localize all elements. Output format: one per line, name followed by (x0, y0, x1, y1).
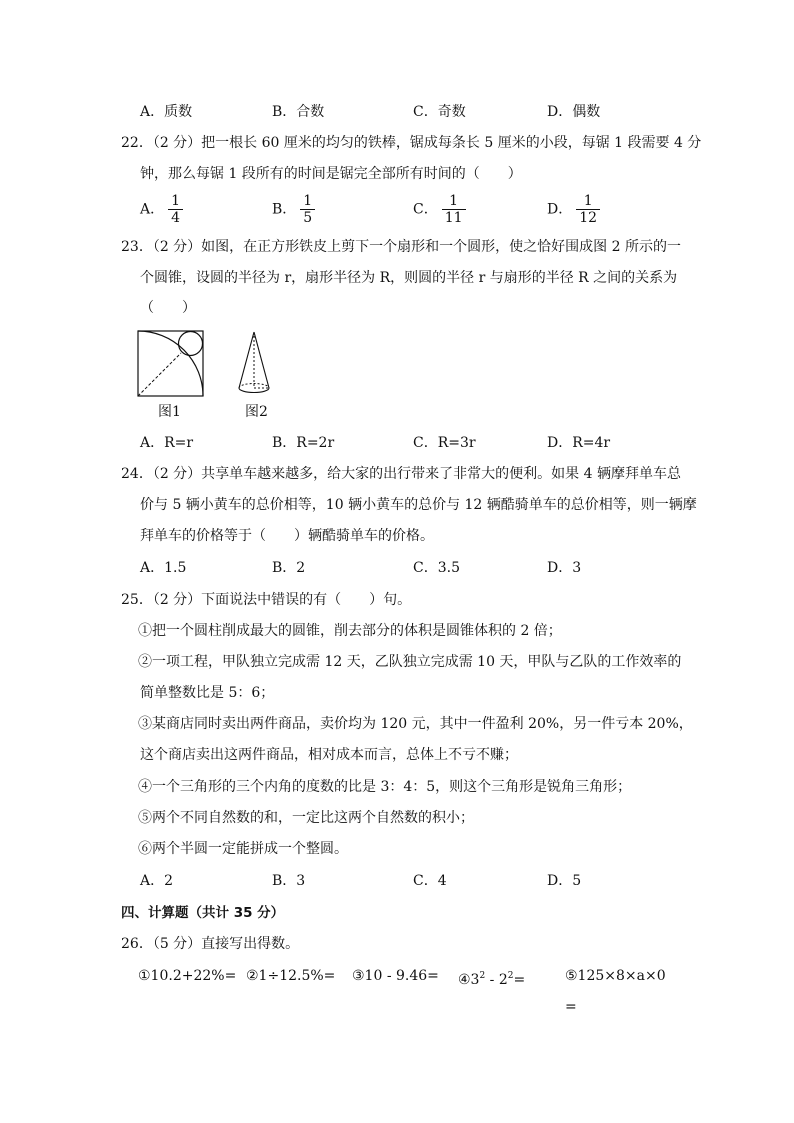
q23-line-2: 个圆锥，设圆的半径为 r，扇形半径为 R，则圆的半径 r 与扇形的半径 R 之间的关系为 (140, 270, 678, 286)
q25-statement-2-cont: 简单整数比是 5：6； (140, 685, 275, 701)
q22-option-b (272, 193, 315, 226)
q25-statement-1: ①把一个圆柱削成最大的圆锥，削去部分的体积是圆锥体积的 2 倍； (138, 623, 562, 639)
q26-expr-5-equals: = (565, 999, 577, 1015)
q23-line-3: （ ） (140, 300, 196, 316)
q22-option-c-label: C． (413, 201, 438, 218)
section-4-title: 四、计算题（共计 35 分） (121, 905, 285, 921)
q22-option-c-fraction: $\frac{1}{11}$ (442, 193, 466, 226)
q22-option-a-fraction: $\frac{1}{4}$ (168, 193, 183, 226)
q22-line-2: 钟，那么每锯 1 段所有的时间是锯完全部所有时间的（ ） (140, 166, 522, 182)
q25-option-d: D．5 (547, 873, 582, 889)
q22-option-d-label: D． (547, 201, 573, 218)
q25-line-1: 25．（2 分）下面说法中错误的有（ ）句。 (121, 592, 412, 608)
q21-option-a: A．质数 (140, 104, 193, 120)
q24-option-c: C．3.5 (413, 560, 460, 576)
q26-expr-5: ⑤125×8×a×0 (565, 968, 666, 984)
q25-option-b: B．3 (272, 873, 306, 889)
q24-line-2: 价与 5 辆小黄车的总价相等，10 辆小黄车的总价与 12 辆酷骑单车的总价相等，则一辆摩 (140, 497, 697, 513)
q25-option-c: C．4 (413, 873, 447, 889)
q22-option-c (413, 193, 466, 226)
q23-option-b: B．R=2r (272, 435, 335, 451)
q25-statement-2: ②一项工程，甲队独立完成需 12 天，乙队独立完成需 10 天，甲队与乙队的工作效率的 (138, 654, 682, 670)
q26-line-1: 26．（5 分）直接写出得数。 (121, 936, 300, 952)
q21-option-d: D．偶数 (547, 104, 601, 120)
q22-line-1: 22．（2 分）把一根长 60 厘米的均匀的铁棒，锯成每条长 5 厘米的小段，每锯 1 段需要 4 分 (121, 135, 702, 151)
figure-1-square-sector-circle (137, 330, 205, 398)
q24-line-1: 24．（2 分）共享单车越来越多，给大家的出行带来了非常大的便利。如果 4 辆摩拜单车总 (121, 466, 681, 482)
q23-option-c: C．R=3r (413, 435, 476, 451)
q26-expr-2: ②1÷12.5%= (246, 968, 336, 984)
figure-2-cone (236, 330, 272, 398)
q24-option-d: D．3 (547, 560, 582, 576)
q26-expr-3: ③10 - 9.46= (352, 968, 439, 984)
q22-option-a-label: A． (140, 201, 165, 218)
q21-option-b: B．合数 (272, 104, 325, 120)
q23-line-1: 23．（2 分）如图，在正方形铁皮上剪下一个扇形和一个圆形，使之恰好围成图 2 所示的一 (121, 239, 681, 255)
q25-option-a: A．2 (140, 873, 174, 889)
q23-option-a: A．R=r (140, 435, 194, 451)
figure-1-caption: 图1 (158, 404, 181, 420)
q26-expr-1: ①10.2+22%= (138, 968, 237, 984)
q25-statement-3-cont: 这个商店卖出这两件商品，相对成本而言，总体上不亏不赚； (140, 747, 518, 763)
q23-option-d: D．R=4r (547, 435, 611, 451)
figure-2-caption: 图2 (245, 404, 268, 420)
q22-option-d (547, 193, 600, 226)
q26-expr-4: $④3^2 - 2^2=$ (458, 971, 526, 988)
q22-option-b-fraction: $\frac{1}{5}$ (300, 193, 315, 226)
q22-option-d-fraction: $\frac{1}{12}$ (576, 193, 600, 226)
q24-option-b: B．2 (272, 560, 306, 576)
q24-line-3: 拜单车的价格等于（ ）辆酷骑单车的价格。 (140, 528, 434, 544)
q25-statement-6: ⑥两个半圆一定能拼成一个整圆。 (138, 841, 348, 857)
q25-statement-5: ⑤两个不同自然数的和，一定比这两个自然数的积小； (138, 810, 474, 826)
q25-statement-3: ③某商店同时卖出两件商品，卖价均为 120 元，其中一件盈利 20%，另一件亏本 20%， (138, 716, 693, 732)
q22-option-a (140, 193, 183, 226)
q22-option-b-label: B． (272, 201, 297, 218)
q25-statement-4: ④一个三角形的三个内角的度数的比是 3：4：5，则这个三角形是锐角三角形； (138, 779, 632, 795)
q21-option-c: C．奇数 (413, 104, 466, 120)
q24-option-a: A．1.5 (140, 560, 187, 576)
